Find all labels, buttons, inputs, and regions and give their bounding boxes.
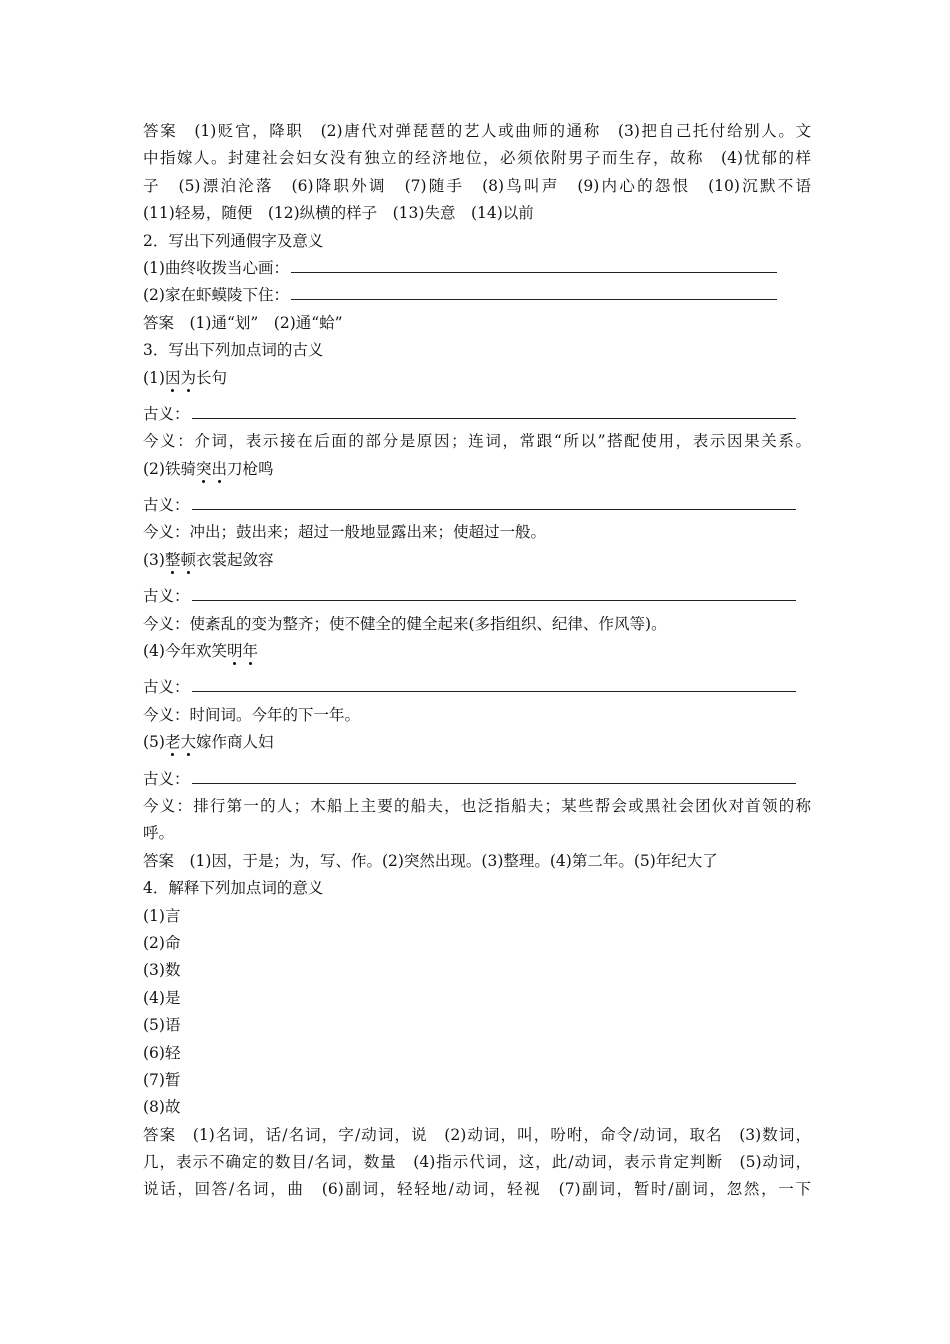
answer-blank[interactable] bbox=[291, 255, 777, 273]
item-text: (1)曲终收拨当心画： bbox=[143, 258, 289, 277]
q4-item-2: (2)命 bbox=[143, 933, 181, 952]
answer-1-line-2: 中指嫁人。封建社会妇女没有独立的经济地位，必须依附男子而生存，故称 (4)忧郁的样 bbox=[143, 149, 811, 168]
emphasis-dot-char: 明 bbox=[226, 642, 243, 661]
dotted-word bbox=[196, 460, 227, 478]
q3-item-5-gu bbox=[143, 766, 811, 793]
question-2-item-2 bbox=[143, 282, 811, 309]
emphasis-dot-char: 老 bbox=[164, 733, 181, 752]
q4-item-7: (7)暂 bbox=[143, 1070, 181, 1089]
dotted-word bbox=[165, 551, 196, 569]
q3-item-5-jin: 今义：排行第一的人；木船上主要的船夫，也泛指船夫；某些帮会或黑社会团伙对首领的称 bbox=[143, 796, 811, 815]
phrase-prefix: (3) bbox=[143, 550, 165, 569]
emphasis-dot-char: 出 bbox=[211, 459, 227, 478]
q3-item-3-gu bbox=[143, 583, 811, 610]
q3-item-1-gu bbox=[143, 401, 811, 428]
emphasis-dot-char: 突 bbox=[195, 459, 212, 478]
emphasis-dot-char: 为 bbox=[180, 368, 196, 387]
answer-4-line-3: 说话，回答/名词，曲 (6)副词，轻轻地/动词，轻视 (7)副词，暂时/副词，忽然，一下 bbox=[143, 1180, 811, 1199]
emphasis-dot-char: 因 bbox=[164, 368, 181, 387]
emphasis-dot-char: 大 bbox=[180, 733, 196, 752]
phrase-suffix: 长句 bbox=[196, 368, 228, 387]
q3-item-1-jin: 今义：介词，表示接在后面的部分是原因；连词，常跟“所以”搭配使用，表示因果关系。 bbox=[143, 432, 811, 451]
answer-blank[interactable] bbox=[192, 583, 796, 601]
q4-item-6: (6)轻 bbox=[143, 1043, 181, 1062]
question-2-answer: 答案 (1)通“划” (2)通“蛤” bbox=[143, 313, 343, 332]
answer-1-line-3: 子 (5)漂泊沦落 (6)降职外调 (7)随手 (8)鸟叫声 (9)内心的怨恨 (10)沉默不语 bbox=[143, 176, 811, 195]
phrase-prefix: (4)今年欢笑 bbox=[143, 642, 227, 661]
item-text: (2)家在虾蟆陵下住： bbox=[143, 286, 289, 305]
dotted-word bbox=[227, 642, 258, 660]
question-2-heading: 2．写出下列通假字及意义 bbox=[143, 231, 324, 250]
dotted-word bbox=[165, 733, 196, 751]
q4-item-4: (4)是 bbox=[143, 988, 181, 1007]
answer-blank[interactable] bbox=[291, 282, 777, 300]
q3-item-1-phrase bbox=[143, 365, 811, 392]
phrase-suffix: 刀枪鸣 bbox=[227, 459, 274, 478]
q3-item-5-jin-cont: 呼。 bbox=[143, 824, 175, 843]
answer-blank[interactable] bbox=[192, 492, 796, 510]
q3-item-4-gu bbox=[143, 674, 811, 701]
q4-item-8: (8)故 bbox=[143, 1098, 181, 1117]
gu-label: 古义： bbox=[143, 404, 190, 423]
q3-item-3-phrase bbox=[143, 547, 811, 574]
q3-item-2-jin: 今义：冲出；鼓出来；超过一般地显露出来；使超过一般。 bbox=[143, 523, 547, 542]
answer-blank[interactable] bbox=[192, 766, 796, 784]
q3-item-3-jin: 今义：使紊乱的变为整齐；使不健全的健全起来(多指组织、纪律、作风等)。 bbox=[143, 614, 667, 633]
q3-item-4-phrase bbox=[143, 638, 811, 665]
dotted-word bbox=[165, 369, 196, 387]
gu-label: 古义： bbox=[143, 496, 190, 515]
question-3-answer: 答案 (1)因，于是；为，写、作。(2)突然出现。(3)整理。(4)第二年。(5)年纪大了 bbox=[143, 851, 718, 870]
q4-item-1: (1)言 bbox=[143, 906, 181, 925]
answer-4-line-2: 几，表示不确定的数目/名词，数量 (4)指示代词，这，此/动词，表示肯定判断 (5)动词， bbox=[143, 1153, 811, 1172]
question-2-item-1 bbox=[143, 255, 811, 282]
gu-label: 古义： bbox=[143, 678, 190, 697]
q4-item-3: (3)数 bbox=[143, 961, 181, 980]
q3-item-2-gu bbox=[143, 492, 811, 519]
phrase-prefix: (5) bbox=[143, 733, 165, 752]
q4-item-5: (5)语 bbox=[143, 1016, 181, 1035]
document-page bbox=[143, 118, 811, 1204]
emphasis-dot-char: 顿 bbox=[180, 550, 196, 569]
gu-label: 古义： bbox=[143, 769, 190, 788]
q3-item-2-phrase bbox=[143, 456, 811, 483]
answer-blank[interactable] bbox=[192, 674, 796, 692]
phrase-prefix: (2)铁骑 bbox=[143, 459, 196, 478]
gu-label: 古义： bbox=[143, 587, 190, 606]
emphasis-dot-char: 年 bbox=[242, 642, 258, 661]
q3-item-4-jin: 今义：时间词。今年的下一年。 bbox=[143, 705, 361, 724]
phrase-prefix: (1) bbox=[143, 368, 165, 387]
phrase-suffix: 嫁作商人妇 bbox=[196, 733, 274, 752]
answer-4-line-1: 答案 (1)名词，话/名词，字/动词，说 (2)动词，叫，吩咐，命令/动词，取名 (3)数词， bbox=[143, 1125, 811, 1144]
question-4-heading: 4．解释下列加点词的意义 bbox=[143, 879, 324, 898]
question-3-heading: 3．写出下列加点词的古义 bbox=[143, 341, 324, 360]
q3-item-5-phrase bbox=[143, 729, 811, 756]
answer-1-line-4: (11)轻易，随便 (12)纵横的样子 (13)失意 (14)以前 bbox=[143, 204, 534, 223]
phrase-suffix: 衣裳起敛容 bbox=[196, 550, 274, 569]
answer-blank[interactable] bbox=[192, 401, 796, 419]
emphasis-dot-char: 整 bbox=[164, 550, 181, 569]
answer-1-line-1: 答案 (1)贬官，降职 (2)唐代对弹琵琶的艺人或曲师的通称 (3)把自己托付给别人。文 bbox=[143, 122, 811, 140]
